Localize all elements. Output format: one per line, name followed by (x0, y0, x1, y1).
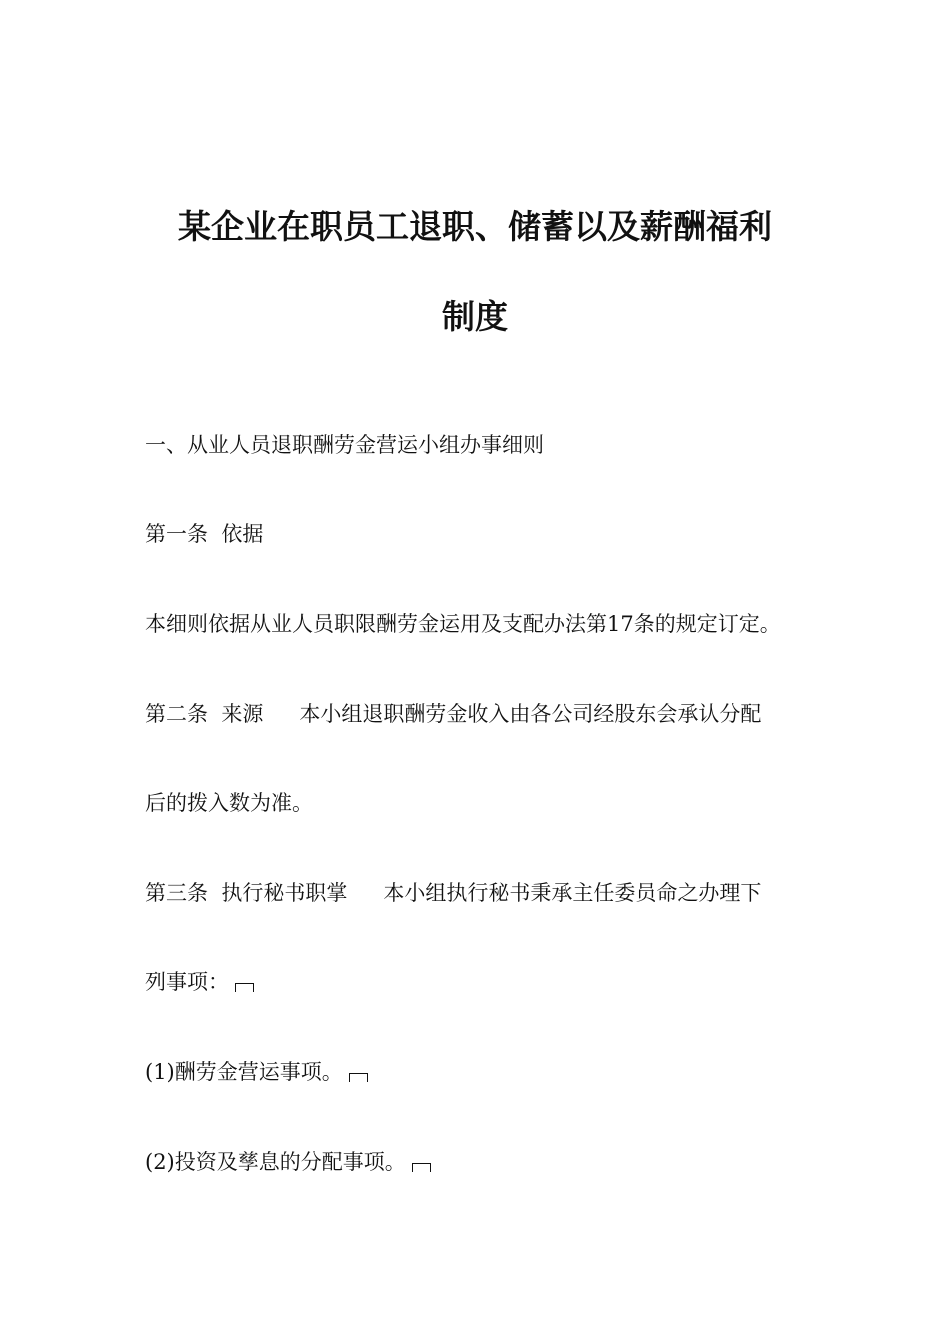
document-title-line-2: 制度 (442, 297, 508, 336)
article-3-line-1 (145, 879, 761, 907)
article-2-body-text: 本小组退职酬劳金收入由各公司经股东会承认分配 (299, 702, 762, 726)
article-2-line-1 (145, 700, 761, 728)
article-2-heading-text: 第二条 来源 (145, 702, 264, 726)
article-2-line-2 (145, 789, 313, 817)
article-1-body (145, 610, 781, 638)
list-item-1-text: (1)酬劳金营运事项。 (145, 1060, 343, 1084)
article-3-body-text: 本小组执行秘书秉承主任委员命之办理下 (383, 881, 762, 905)
article-3-heading-text: 第三条 执行秘书职掌 (145, 881, 348, 905)
article-3-line-2 (145, 968, 254, 996)
paragraph-mark-icon (235, 982, 254, 992)
section-heading-text: 一、从业人员退职酬劳金营运小组办事细则 (145, 433, 544, 457)
list-item-2 (145, 1148, 431, 1176)
paragraph-mark-icon (349, 1072, 368, 1082)
document-title-line-1: 某企业在职员工退职、储蓄以及薪酬福利 (178, 207, 772, 246)
article-1-body-text: 本细则依据从业人员职限酬劳金运用及支配办法第17条的规定订定。 (145, 612, 781, 636)
article-3-body-cont: 列事项： (145, 970, 229, 994)
paragraph-mark-icon (412, 1162, 431, 1172)
article-2-body-cont: 后的拨入数为准。 (145, 791, 313, 815)
section-heading (145, 431, 544, 459)
list-item-2-text: (2)投资及孳息的分配事项。 (145, 1150, 406, 1174)
list-item-1 (145, 1058, 368, 1086)
article-1-heading (145, 520, 263, 548)
article-1-heading-text: 第一条 依据 (145, 522, 264, 546)
